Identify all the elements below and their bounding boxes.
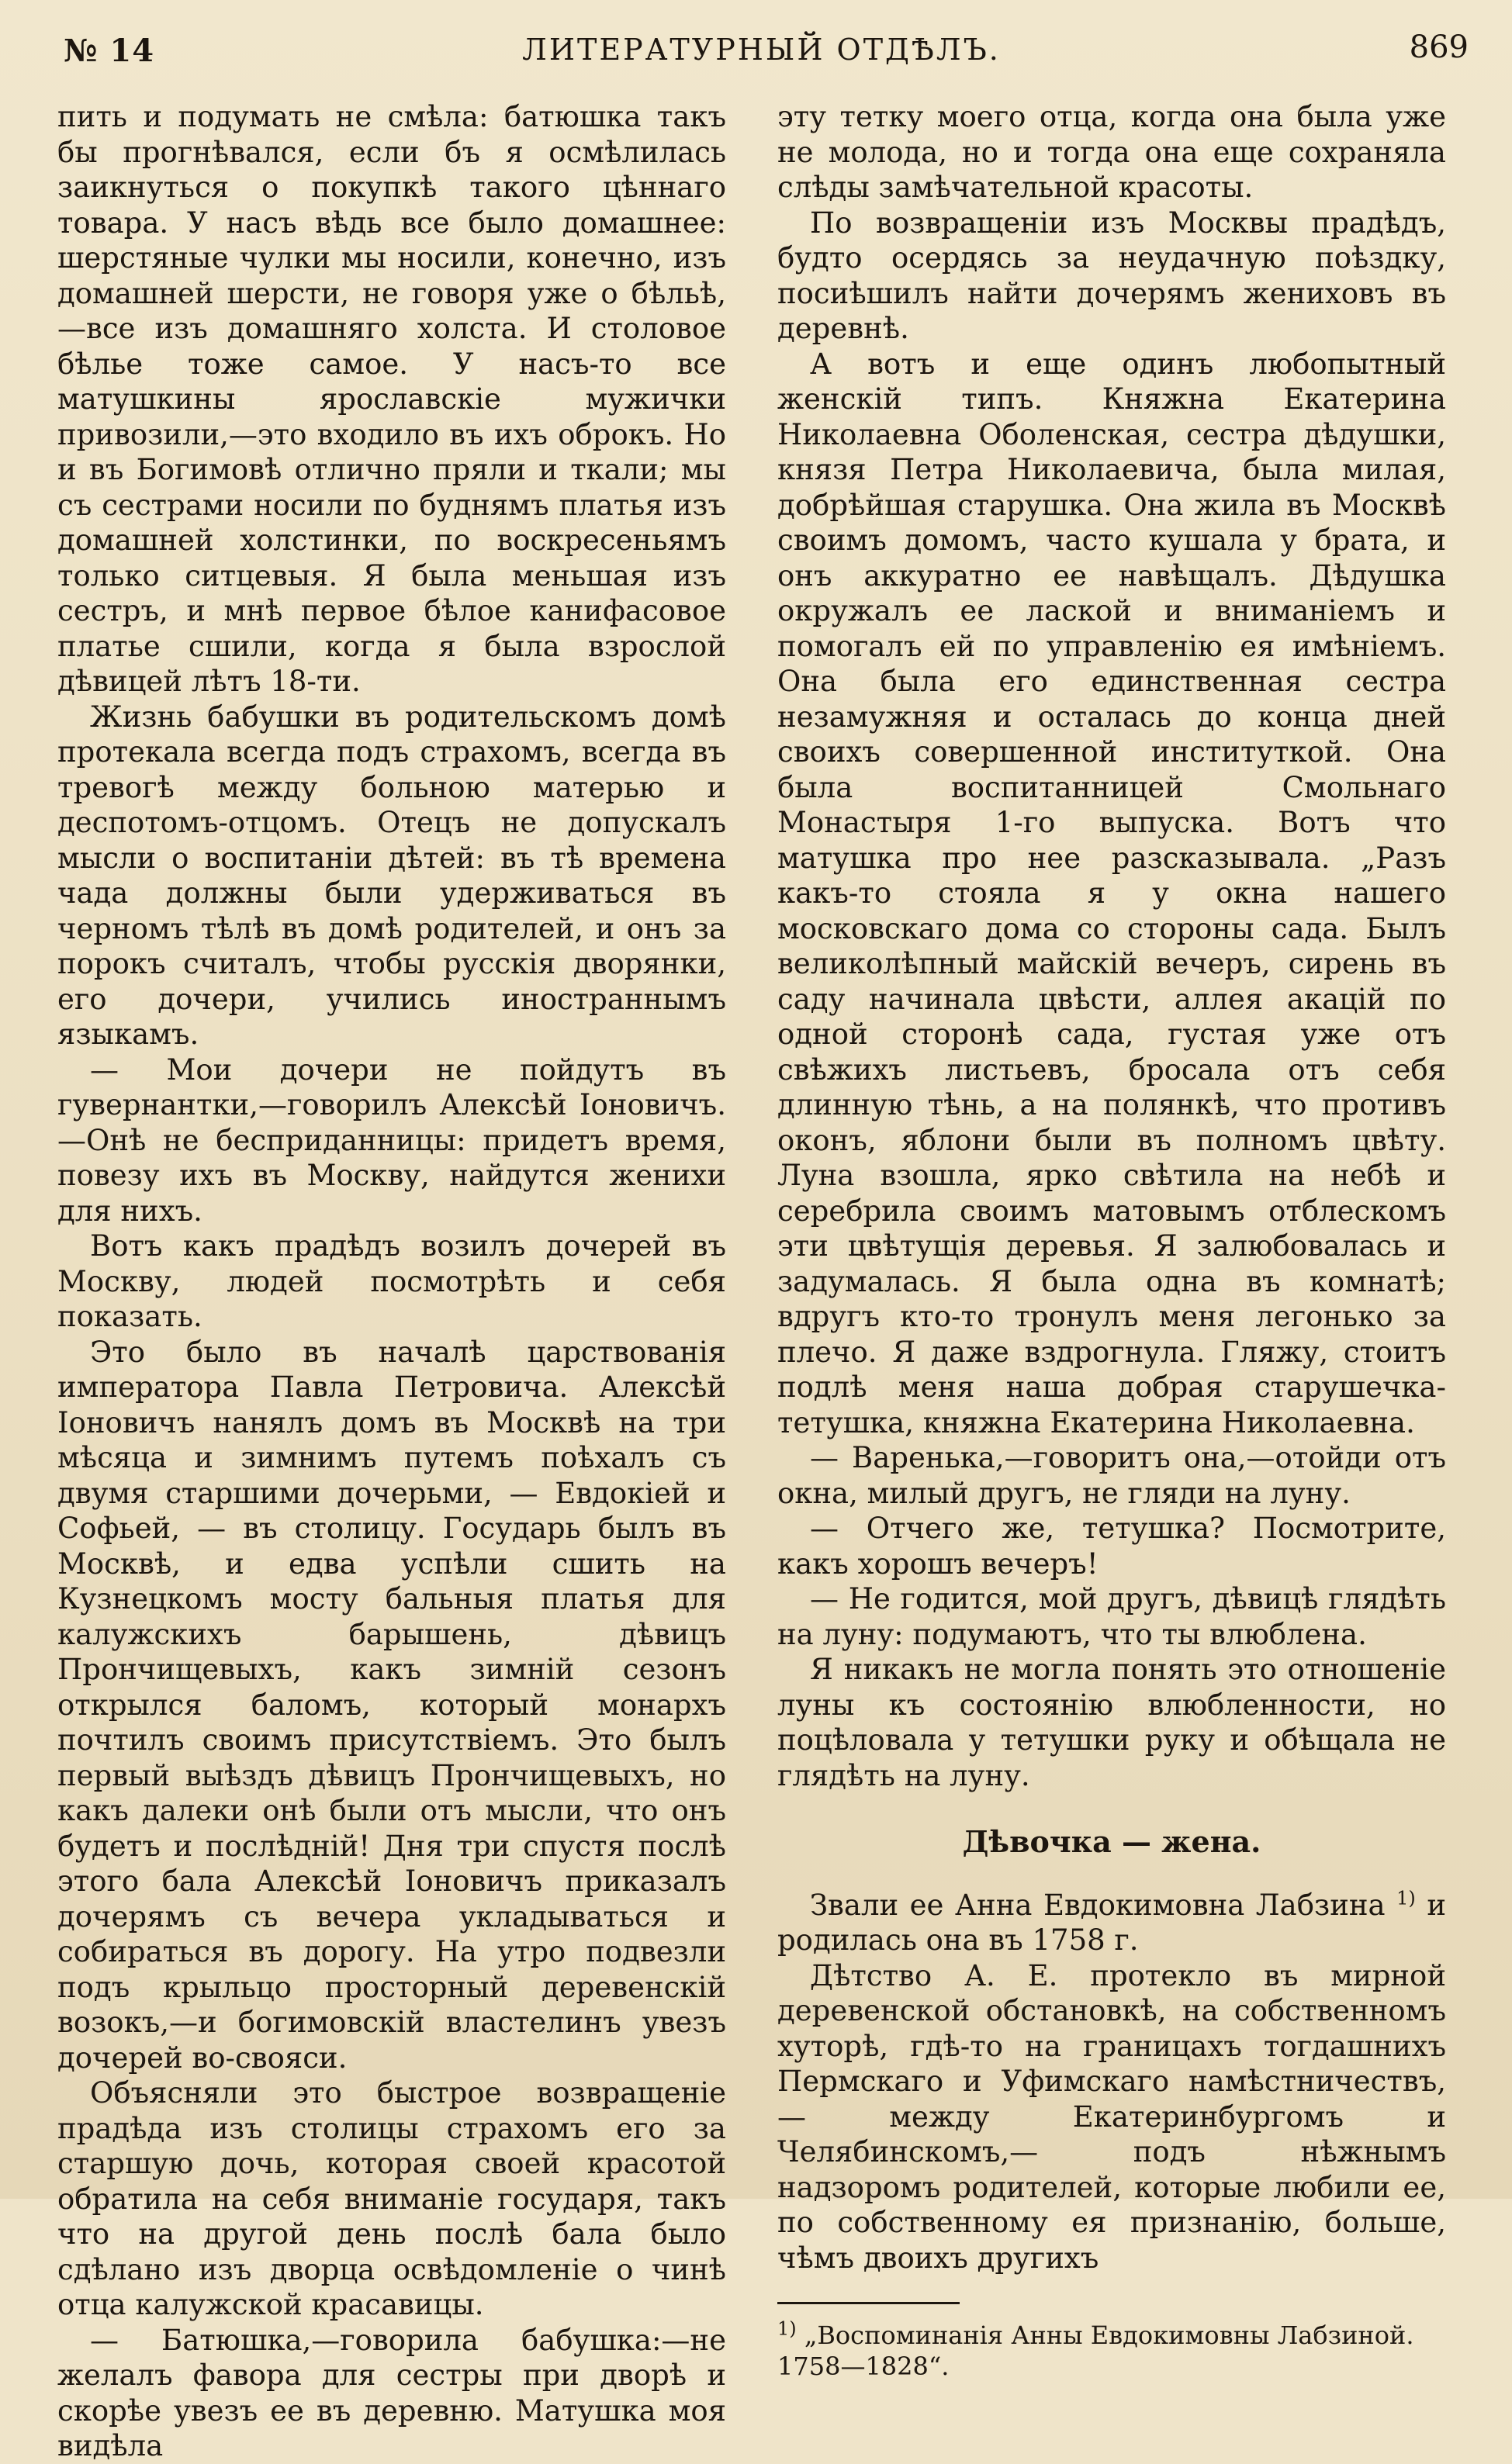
right-paragraph-1: эту тетку моего отца, когда она была уже не молода, но и тогда она еще сохраняла слѣды замѣчательной красоты. <box>777 100 1446 204</box>
right-paragraph-4: — Варенька,—говоритъ она,—отойди отъ окна, милый другъ, не гляди на луну. <box>777 1441 1446 1510</box>
left-paragraph-4: Вотъ какъ прадѣдъ возилъ дочерей въ Москву, людей посмотрѣть и себя показать. <box>57 1229 726 1333</box>
right-column <box>777 99 1446 2382</box>
paragraph-8-start: Звали ее Анна Евдокимовна Лабзина <box>810 1888 1386 1922</box>
footnote <box>777 2317 1446 2382</box>
page-number: 869 <box>1409 29 1469 65</box>
right-paragraph-9: Дѣтство А. Е. протекло въ мирной деревенской обстановкѣ, на собственномъ хуторѣ, гдѣ-то на границахъ тогдашнихъ Пермскаго и Уфимскаго намѣстничествъ, — между Екатеринбургомъ и Челябинскомъ,— подъ нѣжнымъ надзоромъ родителей, которые любили ее, по собственному ея признанію, больше, чѣмъ двоихъ другихъ <box>777 1958 1446 2275</box>
footnote-reference: 1) <box>1396 1887 1416 1909</box>
left-column <box>57 99 726 2464</box>
right-paragraph-2: По возвращеніи изъ Москвы прадѣдъ, будто осердясь за неудачную поѣздку, посиѣшилъ найти дочерямъ жениховъ въ деревнѣ. <box>777 206 1446 345</box>
left-paragraph-6: Объясняли это быстрое возвращеніе прадѣда изъ столицы страхомъ его за старшую дочь, которая своей красотой обратила на себя вниманіе государя, такъ что на другой день послѣ бала было сдѣлано изъ дворца освѣдомленіе о чинѣ отца калужской красавицы. <box>57 2076 726 2321</box>
footnote-divider <box>777 2302 960 2304</box>
left-paragraph-7: — Батюшка,—говорила бабушка:—не желалъ фавора для сестры при дворѣ и скорѣе увезъ ее въ деревню. Матушка моя видѣла <box>57 2323 726 2462</box>
footnote-text: „Воспоминанія Анны Евдокимовны Лабзиной. 1758—1828“. <box>777 2321 1414 2381</box>
issue-number: № 14 <box>64 33 155 69</box>
page-header <box>54 26 1469 78</box>
right-paragraph-8 <box>777 1888 1446 1958</box>
right-paragraph-6: — Не годится, мой другъ, дѣвицѣ глядѣть на луну: подумаютъ, что ты влюблена. <box>777 1582 1446 1651</box>
footnote-marker: 1) <box>777 2317 797 2340</box>
right-paragraph-7: Я никакъ не могла понять это отношеніе луны къ состоянію влюбленности, но поцѣловала у тетушки руку и обѣщала не глядѣть на луну. <box>777 1653 1446 1792</box>
left-paragraph-2: Жизнь бабушки въ родительскомъ домѣ протекала всегда подъ страхомъ, всегда въ тревогѣ между больною матерью и деспотомъ-отцомъ. Отецъ не допускалъ мысли о воспитаніи дѣтей: въ тѣ времена чада должны были удерживаться въ черномъ тѣлѣ въ домѣ родителей, и онъ за порокъ считалъ, чтобы русскія дворянки, его дочери, учились иностраннымъ языкамъ. <box>57 700 726 1051</box>
right-paragraph-5: — Отчего же, тетушка? Посмотрите, какъ хорошъ вечеръ! <box>777 1512 1446 1581</box>
left-paragraph-5: Это было въ началѣ царствованія императора Павла Петровича. Алексѣй Іоновичъ нанялъ домъ въ Москвѣ на три мѣсяца и зимнимъ путемъ поѣхалъ съ двумя старшими дочерьми, — Евдокіей и Софьей, — въ столицу. Государь былъ въ Москвѣ, и едва успѣли сшить на Кузнецкомъ мосту бальныя платья для калужскихъ барышень, дѣвицъ Прончищевыхъ, какъ зимній сезонъ открылся баломъ, который монархъ почтилъ своимъ присутствіемъ. Это былъ первый выѣздъ дѣвицъ Прончищевыхъ, но какъ далеки онѣ были отъ мысли, что онъ будетъ и послѣдній! Дня три спустя послѣ этого бала Алексѣй Іоновичъ приказалъ дочерямъ съ вечера укладываться и собираться въ дорогу. На утро подвезли подъ крыльцо просторный деревенскій возокъ,—и богимовскій властелинъ увезъ дочерей во-свояси. <box>57 1335 726 2075</box>
paragraph-8-end: и родилась она въ 1758 г. <box>777 1888 1446 1957</box>
article-subheading: Дѣвочка — жена. <box>962 1824 1261 1859</box>
section-title: ЛИТЕРАТУРНЫЙ ОТДѢЛЪ. <box>522 33 1001 67</box>
left-paragraph-3: — Мои дочери не пойдутъ въ гувернантки,—говорилъ Алексѣй Іоновичъ.—Онѣ не бесприданницы: придетъ время, повезу ихъ въ Москву, найдутся женихи для нихъ. <box>57 1052 726 1228</box>
right-paragraph-3: А вотъ и еще одинъ любопытный женскій типъ. Княжна Екатерина Николаевна Оболенская, сестра дѣдушки, князя Петра Николаевича, была милая, добрѣйшая старушка. Она жила въ Москвѣ своимъ домомъ, часто кушала у брата, и онъ аккуратно ее навѣщалъ. Дѣдушка окружалъ ее лаской и вниманіемъ и помогалъ ей по управленію ея имѣніемъ. Она была его единственная сестра незамужняя и осталась до конца дней своихъ совершенной институткой. Она была воспитанницей Смольнаго Монастыря 1-го выпуска. Вотъ что матушка про нее разсказывала. „Разъ какъ-то стояла я у окна нашего московскаго дома со стороны сада. Былъ великолѣпный майскій вечеръ, сирень въ саду начинала цвѣсти, аллея акацій по одной сторонѣ сада, густая уже отъ свѣжихъ листьевъ, бросала отъ себя длинную тѣнь, а на полянкѣ, что противъ оконъ, яблони были въ полномъ цвѣту. Луна взошла, ярко свѣтила на небѣ и серебрила своимъ матовымъ отблескомъ эти цвѣтущія деревья. Я залюбовалась и задумалась. Я была одна въ комнатѣ; вдругъ кто-то тронулъ меня легонько за плечо. Я даже вздрогнула. Гляжу, стоитъ подлѣ меня наша добрая старушечка-тетушка, княжна Екатерина Николаевна. <box>777 347 1446 1439</box>
left-paragraph-1: пить и подумать не смѣла: батюшка такъ бы прогнѣвался, если бъ я осмѣлилась заикнуться о покупкѣ такого цѣннаго товара. У насъ вѣдь все было домашнее: шерстяные чулки мы носили, конечно, изъ домашней шерсти, не говоря уже о бѣльѣ,—все изъ домашняго холста. И столовое бѣлье тоже самое. У насъ-то все матушкины ярославскіе мужички привозили,—это входило въ ихъ оброкъ. Но и въ Богимовѣ отлично пряли и ткали; мы съ сестрами носили по буднямъ платья изъ домашней холстинки, по воскресеньямъ только ситцевыя. Я была меньшая изъ сестръ, и мнѣ первое бѣлое канифасовое платье сшили, когда я была взрослой дѣвицей лѣтъ 18-ти. <box>57 100 726 698</box>
